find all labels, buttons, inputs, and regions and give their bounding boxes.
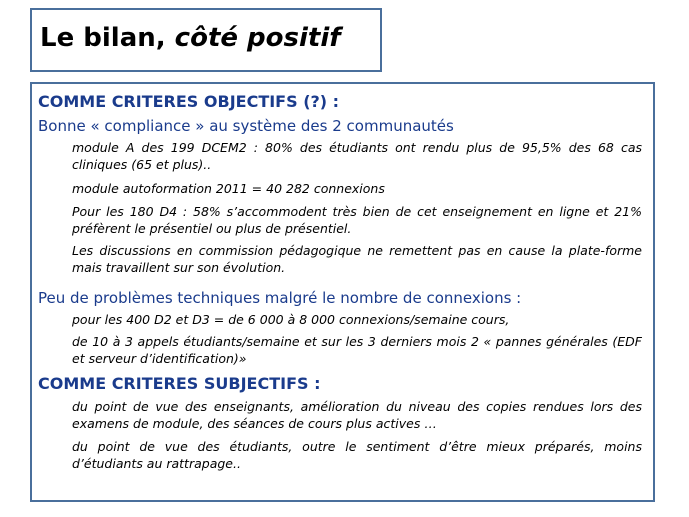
technical-label: Peu de problèmes techniques malgré le nombre de connexions : [38,289,522,307]
subjective-item: du point de vue des enseignants, amélioration du niveau des copies rendues lors des examens de module, des séances de cours plus actives … [72,399,642,431]
objective-heading: COMME CRITERES OBJECTIFS (?) : [38,92,340,111]
title-normal: Le bilan, [40,23,175,53]
title-box [30,8,382,72]
compliance-item: module autoformation 2011 = 40 282 connexions [72,181,385,196]
subjective-item: du point de vue des étudiants, outre le sentiment d’être mieux préparés, moins d’étudiants au rattrapage.. [72,439,642,471]
title-italic: côté positif [174,23,341,53]
slide-title [40,23,341,53]
compliance-label: Bonne « compliance » au système des 2 communautés [38,117,454,135]
technical-item: de 10 à 3 appels étudiants/semaine et sur les 3 derniers mois 2 « pannes générales (EDF et serveur d’identification)» [72,334,642,366]
subjective-heading: COMME CRITERES SUBJECTIFS : [38,374,321,393]
compliance-item: Les discussions en commission pédagogique ne remettent pas en cause la plate-forme mais travaillent sur son évolution. [72,243,642,275]
technical-item: pour les 400 D2 et D3 = de 6 000 à 8 000 connexions/semaine cours, [72,312,510,327]
content-box [30,82,655,502]
compliance-item: module A des 199 DCEM2 : 80% des étudiants ont rendu plus de 95,5% des 68 cas cliniques (65 et plus).. [72,140,642,172]
compliance-item: Pour les 180 D4 : 58% s’accommodent très bien de cet enseignement en ligne et 21% préfèrent le présentiel ou plus de présentiel. [72,204,642,236]
